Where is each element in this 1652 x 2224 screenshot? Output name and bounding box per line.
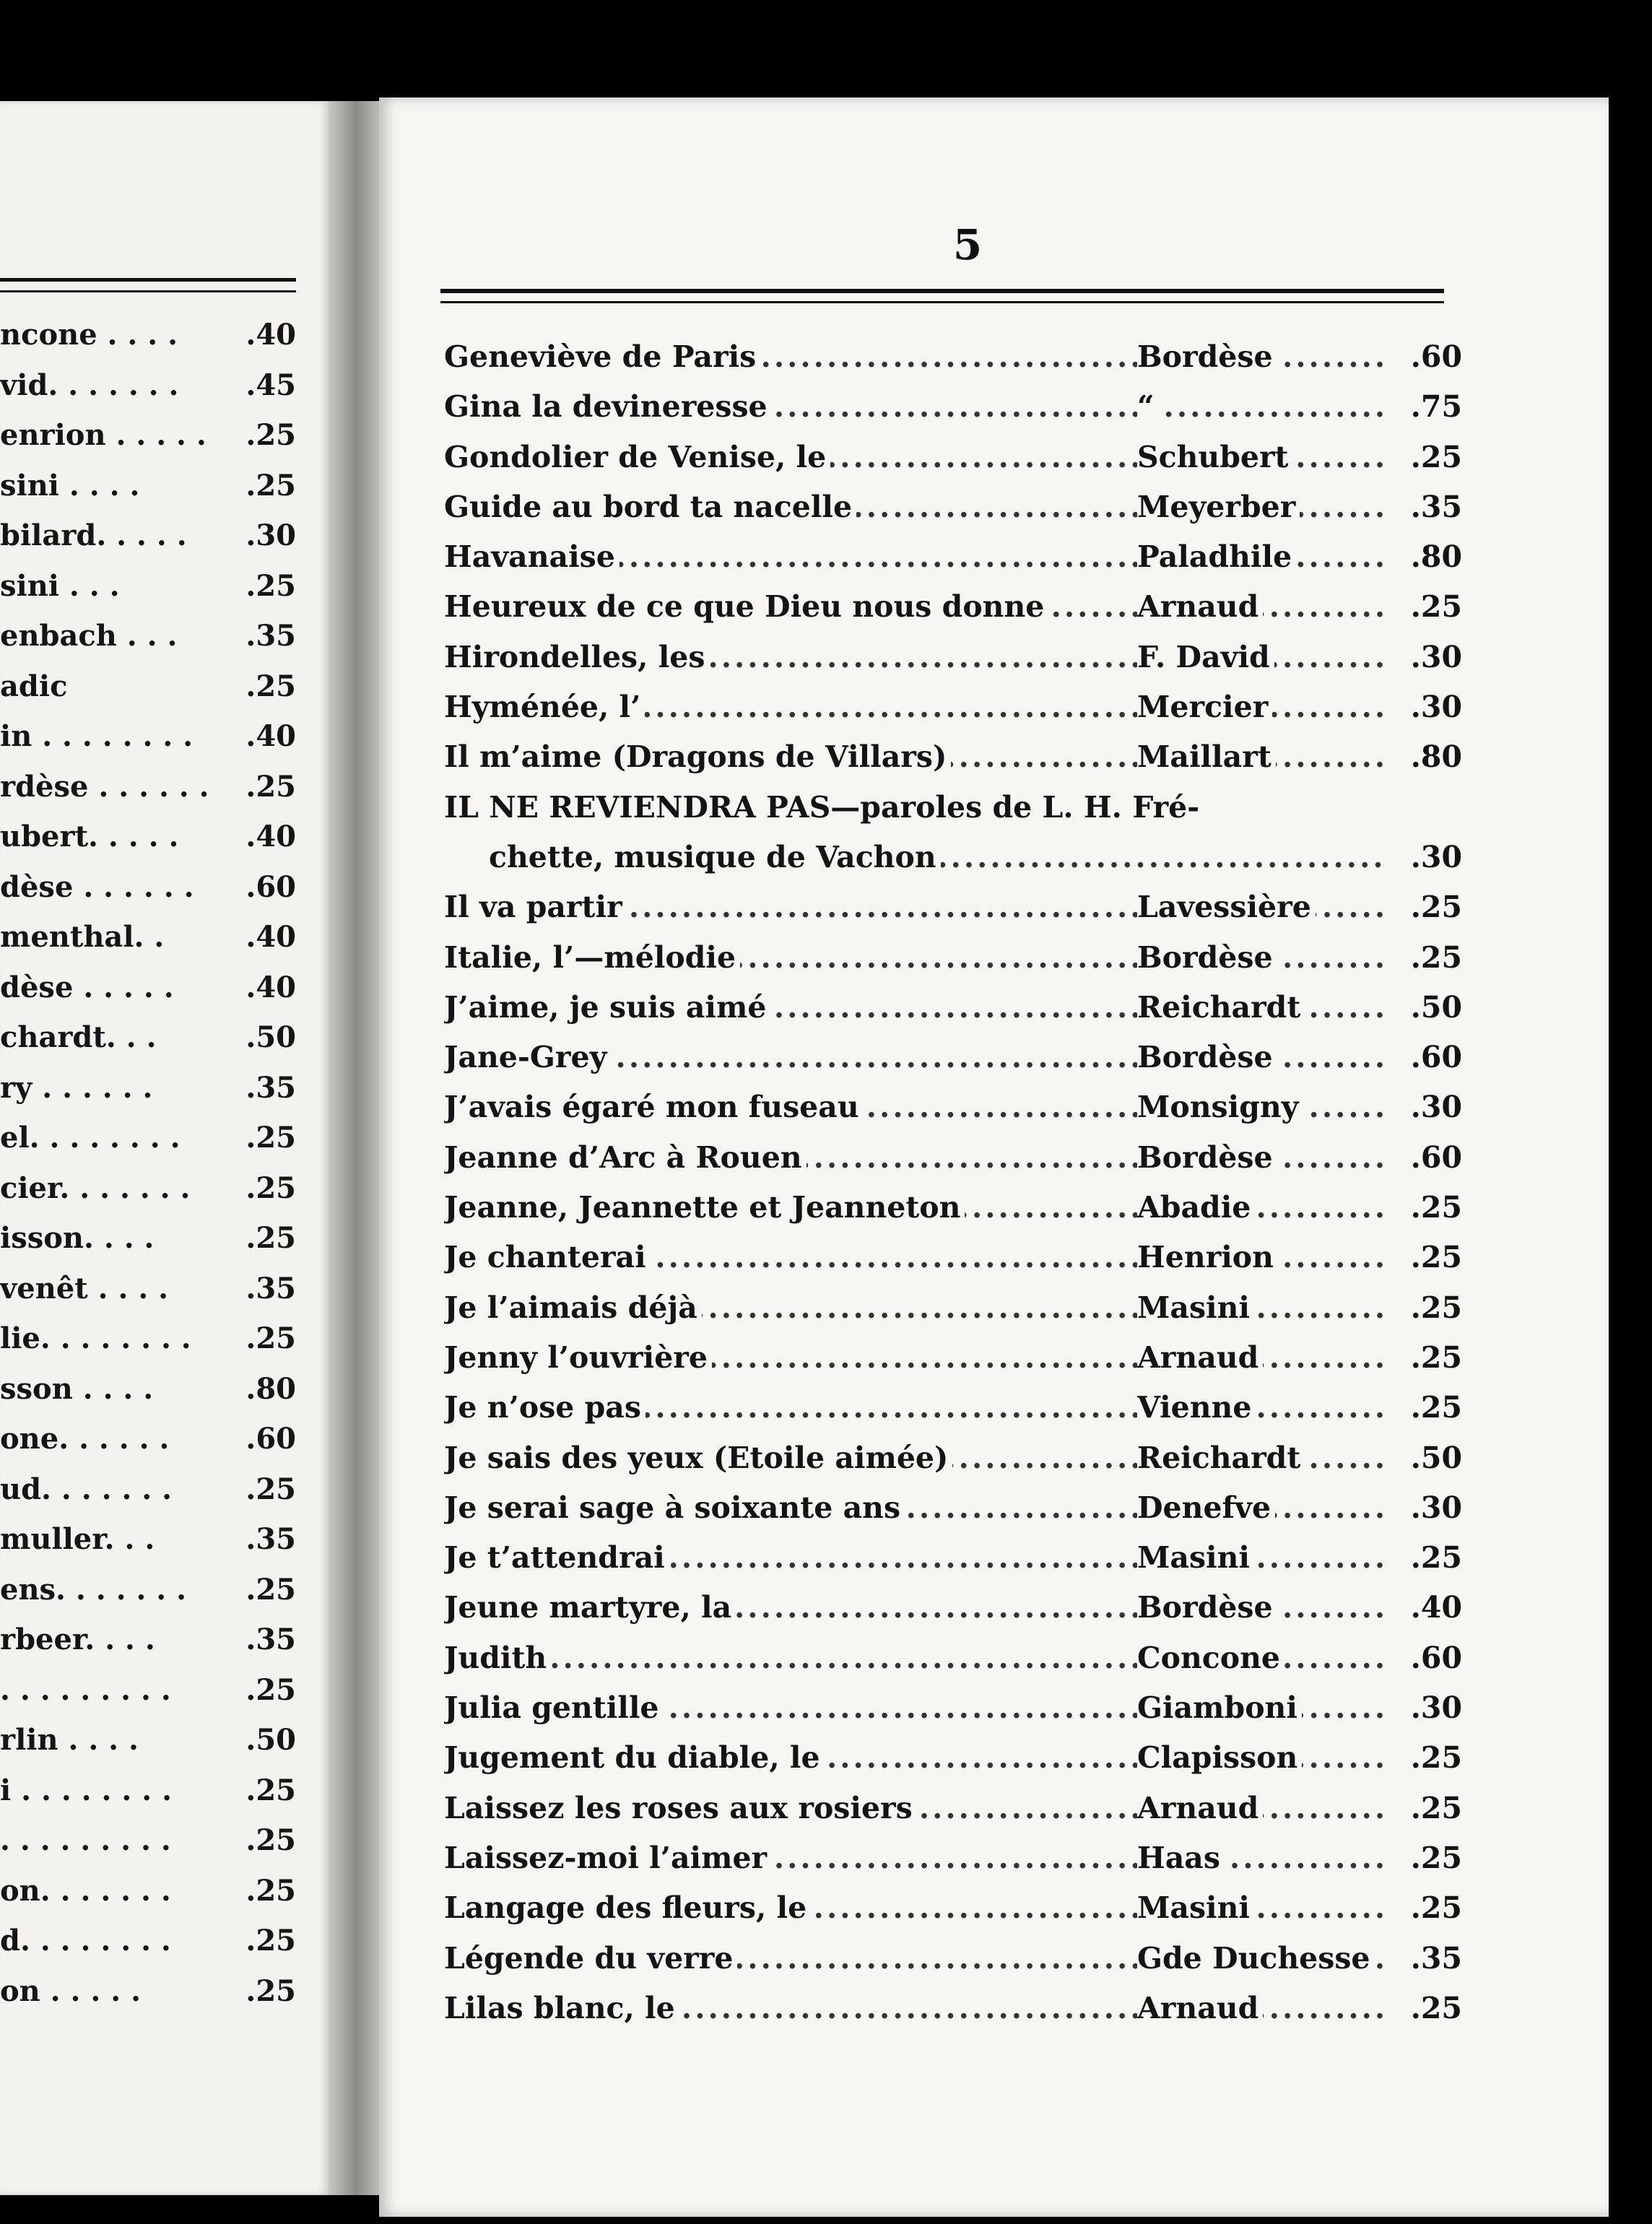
price: .35 — [1410, 489, 1462, 524]
left-list-item — [0, 318, 296, 368]
catalog-entry — [444, 1240, 1462, 1290]
catalog-entry — [444, 1690, 1462, 1740]
price: .25 — [1410, 1390, 1462, 1425]
left-item-text: . . . . . . . . . — [0, 1823, 171, 1857]
left-list-item — [0, 1874, 296, 1924]
catalog-entry — [444, 1390, 1462, 1440]
catalog-entry — [444, 1190, 1462, 1240]
price: .80 — [1410, 739, 1462, 775]
price: .25 — [1410, 1540, 1462, 1576]
catalog-entry — [444, 389, 1462, 439]
left-list-item — [0, 418, 296, 469]
left-item-price: .25 — [245, 769, 296, 804]
left-list-item — [0, 1121, 296, 1171]
catalog-entry — [444, 1290, 1462, 1340]
left-item-text: chardt. . . — [0, 1020, 157, 1054]
song-title: Je l’aimais déjà — [444, 1290, 702, 1325]
price: .25 — [1410, 1840, 1462, 1875]
composer-name: Denefve — [1137, 1490, 1275, 1525]
price: .30 — [1410, 639, 1462, 674]
left-item-price: .45 — [245, 368, 296, 402]
left-item-text: on. . . . . . . — [0, 1873, 171, 1908]
catalog-entry — [444, 490, 1462, 539]
price: .60 — [1410, 339, 1462, 374]
song-title: Gina la devineresse — [444, 389, 772, 424]
price: .60 — [1410, 1040, 1462, 1075]
song-title: Laissez-moi l’aimer — [444, 1841, 771, 1875]
price: .35 — [1410, 1940, 1462, 1976]
song-title: J’avais égaré mon fuseau — [444, 1090, 864, 1124]
left-item-price: .25 — [245, 1973, 296, 2008]
song-title: Havanaise — [444, 539, 620, 574]
left-item-price: .25 — [245, 1221, 296, 1255]
price: .30 — [1410, 1090, 1462, 1125]
catalog-entry — [444, 1540, 1462, 1590]
left-item-text: on . . . . . — [0, 1973, 142, 2008]
song-title: Il va partir — [444, 890, 627, 924]
composer-name: Mercier — [1137, 690, 1272, 724]
price: .30 — [1410, 1490, 1462, 1525]
composer-name: Bordèse — [1137, 1140, 1277, 1175]
left-item-price: .25 — [245, 669, 296, 703]
left-item-text: dèse . . . . . . — [0, 869, 194, 904]
left-list-item — [0, 1221, 296, 1272]
left-item-price: .40 — [245, 318, 296, 352]
left-list-item — [0, 870, 296, 921]
left-item-price: .25 — [245, 418, 296, 452]
composer-name: Monsigny — [1137, 1090, 1303, 1124]
composer-name: Bordèse — [1137, 940, 1277, 975]
song-title: Jugement du diable, le — [444, 1740, 825, 1775]
catalog-entry — [444, 690, 1462, 739]
left-list-item — [0, 368, 296, 419]
price: .75 — [1410, 389, 1462, 425]
left-item-text: ry . . . . . . — [0, 1070, 153, 1105]
song-title: Jane-Grey — [444, 1040, 611, 1074]
left-item-price: .35 — [245, 619, 296, 653]
catalog-entry — [444, 1340, 1462, 1390]
left-list-item — [0, 1974, 296, 2025]
left-item-text: muller. . . — [0, 1522, 155, 1556]
left-list-item — [0, 970, 296, 1021]
left-list-item — [0, 770, 296, 820]
catalog-entry — [444, 1140, 1462, 1190]
left-item-text: in . . . . . . . . — [0, 719, 194, 753]
left-list-item — [0, 669, 296, 720]
composer-name: Paladhile — [1137, 539, 1296, 574]
song-title: Jeune martyre, la — [444, 1590, 736, 1625]
composer-name: Arnaud — [1137, 1991, 1263, 2025]
left-item-text: vid. . . . . . . — [0, 368, 179, 402]
left-list-item — [0, 1673, 296, 1724]
page-number: 5 — [952, 220, 983, 269]
catalog-entry — [444, 1641, 1462, 1690]
left-page — [0, 101, 329, 2195]
left-item-price: .25 — [245, 1121, 296, 1155]
price: .60 — [1410, 1139, 1462, 1175]
left-item-price: .50 — [245, 1723, 296, 1757]
composer-name: Reichardt — [1137, 1441, 1305, 1475]
catalog-entry — [444, 1040, 1462, 1090]
catalog-entry — [444, 790, 1462, 840]
left-item-text: i . . . . . . . . — [0, 1773, 173, 1807]
song-title: Gondolier de Venise, le — [444, 440, 830, 474]
left-list-item — [0, 1573, 296, 1623]
left-item-text: venêt . . . . — [0, 1271, 169, 1306]
left-item-price: .35 — [245, 1522, 296, 1556]
left-list-item — [0, 1823, 296, 1874]
left-item-text: rdèse . . . . . . — [0, 769, 209, 804]
song-title: Hirondelles, les — [444, 640, 709, 674]
composer-name: Giamboni — [1137, 1690, 1302, 1725]
composer-name: Masini — [1137, 1540, 1254, 1575]
catalog-entry — [444, 1791, 1462, 1841]
left-item-price: .40 — [245, 820, 296, 853]
price: .25 — [1410, 1990, 1462, 2025]
left-item-text: el. . . . . . . . — [0, 1121, 181, 1155]
left-item-price: .25 — [245, 1773, 296, 1807]
price: .25 — [1410, 439, 1462, 474]
price: .30 — [1410, 839, 1462, 874]
composer-name: Haas — [1137, 1841, 1225, 1875]
composer-name: Bordèse — [1137, 1040, 1277, 1074]
composer-name: Henrion — [1137, 1240, 1278, 1274]
left-list-item — [0, 1723, 296, 1773]
left-item-price: .25 — [245, 568, 296, 603]
price: .25 — [1410, 890, 1462, 925]
song-title: Hyménée, l’ — [444, 690, 645, 724]
song-title: Je sais des yeux (Etoile aimée) — [444, 1441, 952, 1475]
left-item-text: ncone . . . . — [0, 318, 178, 352]
price: .30 — [1410, 1690, 1462, 1726]
left-item-price: .35 — [245, 1070, 296, 1105]
catalog-entry — [444, 339, 1462, 389]
song-title: Jenny l’ouvrière — [444, 1340, 712, 1375]
left-item-price: .25 — [245, 1672, 296, 1707]
left-item-text: lie. . . . . . . . — [0, 1321, 191, 1355]
song-title: IL NE REVIENDRA PAS—paroles de L. H. Fré- — [444, 790, 1204, 825]
left-item-price: .60 — [245, 869, 296, 904]
composer-name: Gde Duchesse — [1137, 1941, 1375, 1976]
left-list-item — [0, 1472, 296, 1523]
left-item-price: .80 — [245, 1371, 296, 1406]
left-item-price: .35 — [245, 1271, 296, 1306]
composer-name: Schubert — [1137, 440, 1292, 474]
left-item-text: ens. . . . . . . — [0, 1572, 187, 1607]
song-title: Je t’attendrai — [444, 1540, 669, 1575]
left-item-price: .25 — [245, 1924, 296, 1958]
left-list-item — [0, 1272, 296, 1322]
song-title: Jeanne, Jeannette et Jeanneton — [444, 1190, 965, 1225]
composer-name: Meyerber — [1137, 490, 1300, 524]
left-item-price: .25 — [245, 1572, 296, 1607]
song-catalog-list — [444, 339, 1462, 2041]
left-item-text: d. . . . . . . . — [0, 1924, 171, 1958]
composer-name: Arnaud — [1137, 1791, 1263, 1825]
catalog-entry — [444, 1941, 1462, 1991]
price: .25 — [1410, 1740, 1462, 1776]
song-title: Il m’aime (Dragons de Villars) — [444, 739, 951, 774]
left-list-item — [0, 1422, 296, 1472]
left-item-text: adic — [0, 669, 68, 703]
left-item-text: sini . . . — [0, 568, 120, 603]
left-list-item — [0, 1522, 296, 1573]
left-item-price: .25 — [245, 1823, 296, 1857]
composer-name: Masini — [1137, 1290, 1254, 1325]
composer-name: Clapisson — [1137, 1740, 1302, 1775]
left-list-item — [0, 920, 296, 970]
composer-name: Arnaud — [1137, 1340, 1263, 1375]
price: .60 — [1410, 1640, 1462, 1675]
left-list-item — [0, 1321, 296, 1372]
left-item-text: enbach . . . — [0, 619, 178, 653]
catalog-entry — [444, 440, 1462, 490]
price: .80 — [1410, 539, 1462, 575]
left-item-text: isson. . . . — [0, 1221, 155, 1255]
left-item-text: dèse . . . . . — [0, 970, 174, 1004]
composer-name: F. David — [1137, 640, 1274, 674]
left-item-price: .30 — [245, 518, 296, 552]
left-item-price: .60 — [245, 1422, 296, 1456]
price: .25 — [1410, 1290, 1462, 1325]
catalog-entry — [444, 1841, 1462, 1890]
left-item-price: .40 — [245, 970, 296, 1004]
catalog-entry — [444, 1490, 1462, 1540]
top-rule-thin — [440, 301, 1444, 303]
composer-name: “ — [1137, 389, 1159, 424]
left-item-text: sson . . . . — [0, 1371, 154, 1406]
song-title: Heureux de ce que Dieu nous donne — [444, 589, 1048, 624]
price: .25 — [1410, 1890, 1462, 1926]
song-title: Julia gentille — [444, 1690, 664, 1725]
left-list-item — [0, 1773, 296, 1824]
catalog-entry — [444, 1441, 1462, 1490]
left-list-item — [0, 569, 296, 620]
song-title: Je n’ose pas — [444, 1390, 645, 1425]
catalog-entry — [444, 990, 1462, 1040]
left-item-text: ud. . . . . . . — [0, 1472, 173, 1506]
price: .30 — [1410, 690, 1462, 725]
left-list-item — [0, 619, 296, 669]
composer-name: Vienne — [1137, 1390, 1256, 1425]
song-title: Je chanterai — [444, 1240, 651, 1274]
price: .25 — [1410, 1790, 1462, 1825]
left-item-price: .25 — [245, 1873, 296, 1908]
top-rule — [440, 289, 1444, 293]
left-item-price: .40 — [245, 719, 296, 753]
left-item-text: cier. . . . . . . — [0, 1170, 191, 1205]
left-list-item — [0, 1623, 296, 1673]
left-item-text: enrion . . . . . — [0, 418, 206, 452]
book-gutter — [329, 101, 379, 2195]
composer-name: Masini — [1137, 1890, 1254, 1925]
song-title: Jeanne d’Arc à Rouen — [444, 1140, 807, 1175]
price: .50 — [1410, 989, 1462, 1025]
song-title: J’aime, je suis aimé — [444, 990, 770, 1025]
catalog-entry — [444, 1590, 1462, 1640]
left-item-price: .25 — [245, 1321, 296, 1355]
composer-name: Reichardt — [1137, 990, 1305, 1025]
left-item-price: .50 — [245, 1020, 296, 1054]
composer-name: Maillart — [1137, 739, 1276, 774]
left-price-list — [0, 318, 296, 2024]
composer-name: Lavessière — [1137, 890, 1316, 924]
song-title: chette, musique de Vachon — [489, 840, 941, 874]
price: .50 — [1410, 1440, 1462, 1475]
left-list-item — [0, 1924, 296, 1974]
composer-name: Concone — [1137, 1641, 1284, 1675]
left-item-text: one. . . . . . — [0, 1422, 170, 1456]
left-list-item — [0, 1071, 296, 1121]
composer-name: Arnaud — [1137, 589, 1263, 624]
left-item-text: rlin . . . . — [0, 1723, 139, 1757]
catalog-entry — [444, 539, 1462, 589]
catalog-entry — [444, 739, 1462, 789]
price: .25 — [1410, 589, 1462, 625]
catalog-entry — [444, 940, 1462, 990]
left-item-text: menthal. . — [0, 920, 165, 954]
catalog-entry — [444, 1991, 1462, 2041]
left-list-item — [0, 1372, 296, 1422]
left-item-price: .40 — [245, 920, 296, 954]
left-item-price: .35 — [245, 1623, 296, 1656]
left-list-item — [0, 719, 296, 770]
composer-name: Bordèse — [1137, 339, 1277, 374]
left-item-text: bilard. . . . . — [0, 518, 187, 552]
song-title: Guide au bord ta nacelle — [444, 490, 856, 524]
left-list-item — [0, 518, 296, 569]
left-list-item — [0, 820, 296, 870]
catalog-entry — [444, 589, 1462, 639]
catalog-entry — [444, 890, 1462, 939]
song-title: Geneviève de Paris — [444, 339, 760, 374]
left-list-item — [0, 469, 296, 519]
catalog-entry — [444, 1740, 1462, 1790]
composer-name: Abadie — [1137, 1190, 1255, 1225]
catalog-entry — [444, 840, 1462, 890]
price: .40 — [1410, 1590, 1462, 1625]
song-title: Judith — [444, 1641, 551, 1675]
price: .25 — [1410, 1339, 1462, 1375]
left-item-text: sini . . . . — [0, 468, 140, 503]
price: .25 — [1410, 1190, 1462, 1225]
song-title: Italie, l’—mélodie — [444, 940, 740, 975]
song-title: Légende du verre — [444, 1941, 737, 1976]
catalog-entry — [444, 1890, 1462, 1940]
song-title: Laissez les roses aux rosiers — [444, 1791, 917, 1825]
left-top-rule — [0, 278, 296, 282]
left-list-item — [0, 1020, 296, 1071]
left-item-text: . . . . . . . . . — [0, 1672, 171, 1707]
price: .25 — [1410, 939, 1462, 975]
composer-name: Bordèse — [1137, 1590, 1277, 1625]
price: .25 — [1410, 1240, 1462, 1275]
left-item-price: .25 — [245, 1472, 296, 1506]
song-title: Lilas blanc, le — [444, 1991, 679, 2025]
left-item-text: ubert. . . . . — [0, 820, 179, 853]
left-top-rule-thin — [0, 290, 296, 292]
left-list-item — [0, 1171, 296, 1222]
catalog-entry — [444, 640, 1462, 690]
left-item-price: .25 — [245, 1170, 296, 1205]
song-title: Langage des fleurs, le — [444, 1890, 811, 1925]
right-page — [379, 97, 1609, 2217]
left-item-text: rbeer. . . . — [0, 1623, 155, 1656]
song-title: Je serai sage à soixante ans — [444, 1490, 905, 1525]
left-item-price: .25 — [245, 468, 296, 503]
catalog-entry — [444, 1090, 1462, 1139]
